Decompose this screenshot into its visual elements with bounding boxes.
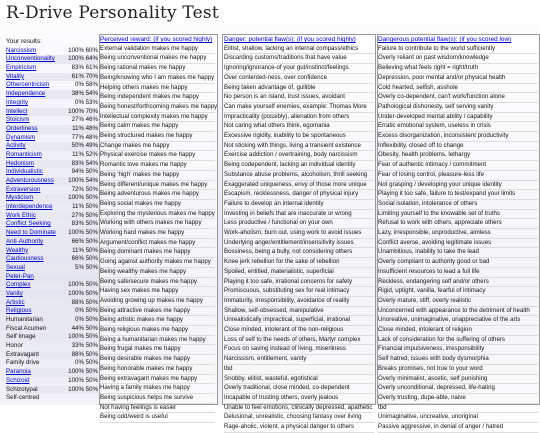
result-average: 50% [85, 168, 98, 176]
result-average: 70% [85, 72, 98, 80]
perceived-item: Working hard makes me happy [100, 229, 215, 239]
potential-item: Underlying anger/entitlement/insensitivity issues [224, 239, 374, 249]
result-average: 50% [85, 194, 98, 202]
potential-item: Work-aholism, burn out, using work to avoid issues [224, 229, 374, 239]
result-name: Self Image [6, 333, 36, 341]
perceived-item: Being honorable makes me happy [100, 365, 215, 375]
result-percent: 11% [72, 124, 84, 132]
perceived-item: Being desirable makes me happy [100, 355, 215, 365]
result-average: 50% [85, 316, 98, 323]
result-percent: 44% [71, 324, 84, 332]
result-row [6, 142, 98, 151]
perceived-item: Going against authority makes me happy [100, 258, 215, 268]
potential-item: Ignoring/ignorance-of your gut/instinct/feelings [224, 64, 374, 74]
result-name[interactable]: Vanity [6, 289, 23, 297]
result-row [6, 333, 98, 342]
result-row [6, 186, 98, 195]
result-name[interactable]: Intellect [6, 107, 28, 115]
potential-item: Unable to feel emotions, clinically depressed, apathetic [224, 404, 374, 414]
result-percent: 66% [71, 237, 84, 245]
result-name[interactable]: Sexual [6, 263, 25, 271]
perceived-item: External validation makes me happy [100, 45, 215, 55]
result-average: 60% [85, 46, 98, 54]
potential-item: Bossiness, being a bully, not considering others [224, 248, 374, 258]
result-percent: 0% [75, 359, 84, 367]
result-row [6, 134, 98, 143]
result-average: 50% [85, 211, 98, 219]
result-row [6, 55, 98, 64]
result-average: 50% [85, 324, 98, 332]
result-name[interactable]: Paranoia [6, 368, 31, 376]
low-item: Fear of losing control, pleasure-less life [378, 171, 538, 181]
result-percent: 94% [71, 168, 84, 176]
result-average: 50% [85, 229, 98, 237]
potential-list [224, 45, 374, 433]
low-item: Failure to contribute to the world sufficiently [378, 45, 538, 55]
result-average: 52% [85, 150, 98, 158]
result-percent: 100% [68, 55, 84, 63]
result-average: 70% [85, 107, 98, 115]
result-name[interactable]: Religious [6, 307, 32, 315]
result-percent: 100% [68, 177, 84, 184]
potential-item: Shallow, self-obsessed, manipulative [224, 307, 374, 317]
potential-item: Exercise addiction / overtraining, body narcissism [224, 151, 374, 161]
perceived-item: Being social makes me happy [100, 200, 215, 210]
result-average: 50% [85, 263, 98, 271]
result-percent: 100% [68, 385, 84, 393]
result-average: 48% [85, 133, 98, 141]
result-average: 61% [85, 64, 98, 72]
low-item: Not grasping / developing your unique identity [378, 181, 538, 191]
potential-item: Can make yourself enemies, example: Thomas More [224, 103, 374, 113]
perceived-item: Being honest/forthcoming makes me happy [100, 103, 215, 113]
result-row [6, 90, 98, 99]
perceived-item: Romantic love makes me happy [100, 161, 215, 171]
potential-item: Unrealistically impractical, superficial, irrational [224, 316, 374, 326]
result-name: Extravagant [6, 350, 40, 358]
low-item: Overly minimalist, ascetic, self punishing [378, 375, 538, 385]
result-average: 50% [85, 203, 98, 211]
result-percent: 100% [68, 368, 84, 376]
result-name[interactable]: Stoicism [6, 116, 30, 124]
low-item: Erratic emotional system, useless in crisis [378, 122, 538, 132]
low-item: Unconcerned with appearance to the detriment of health [378, 307, 538, 317]
potential-item: Escapism, recklessness, danger of physical injury [224, 190, 374, 200]
low-item: Refusal to work with others, appreciate others [378, 219, 538, 229]
result-name[interactable]: Schizoid [6, 376, 30, 384]
result-name[interactable]: Need to Dominate [6, 229, 56, 237]
result-percent: 100% [68, 229, 84, 237]
potential-item: Impracticality (possibly), alienation from others [224, 113, 374, 123]
potential-item: Being taken advantage of, gullible [224, 84, 374, 94]
low-item: Unoreative, unimaginative, unappreciative of the arts [378, 316, 538, 326]
result-percent: 100% [68, 281, 84, 289]
result-percent: 83% [71, 159, 84, 167]
result-row [6, 316, 98, 325]
result-percent: 5% [75, 263, 84, 271]
potential-item: Failure to develop an internal identity [224, 200, 374, 210]
low-item: Unimaginative, uncreative, unoriginal [378, 413, 538, 423]
result-name[interactable]: Peter-Pan [6, 272, 34, 280]
result-row [6, 151, 98, 160]
perceived-item: Being religious makes me happy [100, 326, 215, 336]
result-name[interactable]: Anti-Authority [6, 237, 44, 245]
perceived-item: Having a family makes me happy [100, 384, 215, 394]
perceived-item: Change makes me happy [100, 142, 215, 152]
result-name[interactable]: Empiricism [6, 64, 37, 72]
result-percent: 100% [68, 107, 84, 115]
result-percent: 77% [71, 133, 84, 141]
result-name: Self-centred [6, 394, 40, 402]
potential-item: Immaturity, irresponsibility, avoidance of reality [224, 297, 374, 307]
result-percent: 88% [71, 298, 84, 306]
results-list [6, 47, 98, 403]
low-item: Limiting yourself to the knowable set of truths [378, 210, 538, 220]
potential-item: No person is an island, trust issues, avoidant [224, 93, 374, 103]
potential-item: Incapable of trusting others, overly jealous [224, 394, 374, 404]
result-percent: 83% [71, 64, 84, 72]
result-percent: 0% [75, 316, 84, 323]
low-item: Passive aggressive, in denial of anger / hatred [378, 423, 538, 433]
result-average: 50% [85, 281, 98, 289]
result-name[interactable]: Orderliness [6, 124, 38, 132]
perceived-item: Being dominant makes me happy [100, 248, 215, 258]
result-name[interactable]: Work Ethic [6, 211, 36, 219]
result-row [6, 255, 98, 264]
result-row [6, 273, 98, 282]
result-row [6, 342, 98, 351]
low-item: Reckless, endangering self and/or others [378, 278, 538, 288]
potential-item: Playing it too safe, irrational concerns for safety [224, 278, 374, 288]
low-list [378, 45, 538, 433]
result-percent: 72% [71, 185, 84, 193]
potential-item: Being codependent, lacking an individual identity [224, 161, 374, 171]
result-average: 50% [85, 185, 98, 193]
potential-column [224, 36, 374, 433]
low-item: Overly trusting, dupe-able, naive [378, 394, 538, 404]
result-percent: 27% [71, 116, 84, 124]
result-percent: 33% [71, 342, 84, 350]
result-percent: 100% [68, 333, 84, 341]
result-row [6, 160, 98, 169]
result-row [6, 351, 98, 360]
potential-item: Exaggerated uniqueness, envy of those more unique [224, 181, 374, 191]
result-row [6, 203, 98, 212]
result-average: 50% [85, 246, 98, 254]
low-header[interactable]: Dangerous potential flaw(s): (if you scored low) [378, 36, 512, 43]
result-row [6, 73, 98, 82]
low-item: Self hatred, issues with body dysmorphia [378, 355, 538, 365]
low-item: Conflict averse, avoiding legitimate issues [378, 239, 538, 249]
perceived-item: Having sex makes me happy [100, 287, 215, 297]
result-row [6, 99, 98, 108]
potential-header[interactable]: Danger: potential flaw(s): (if you scored highly) [224, 36, 356, 43]
result-name[interactable]: Narcissism [6, 46, 37, 54]
result-name[interactable]: Cautiousness [6, 255, 44, 263]
result-name[interactable]: Extraversion [6, 185, 41, 193]
result-percent: 11% [72, 203, 84, 211]
result-row [6, 108, 98, 117]
perceived-item: Intellectual complexity makes me happy [100, 113, 215, 123]
result-average: 54% [85, 159, 98, 167]
result-average: 50% [85, 385, 98, 393]
result-row [6, 386, 98, 395]
result-row [6, 368, 98, 377]
low-column [378, 36, 538, 433]
perceived-item: Being odd/weird is useful [100, 413, 215, 423]
potential-item: Not caring what others think, egomania [224, 122, 374, 132]
result-row [6, 125, 98, 134]
perceived-item: Being extravagant makes me happy [100, 375, 215, 385]
results-column [6, 38, 98, 403]
potential-item: Delusional, unrealistic, choosing fantasy over living [224, 413, 374, 423]
result-name[interactable]: Integrity [6, 98, 29, 106]
result-name[interactable]: Othercentricism [6, 81, 50, 89]
result-percent: 88% [71, 350, 84, 358]
result-row [6, 116, 98, 125]
potential-item: tbd [224, 365, 374, 375]
perceived-header[interactable]: Perceived reward: (if you scored highly) [100, 36, 213, 43]
low-item: Obesity, health problems, lethargy [378, 151, 538, 161]
result-average: 50% [85, 350, 98, 358]
low-item: Depression, poor mental and/or physical health [378, 74, 538, 84]
result-name[interactable]: Mysticism [6, 194, 34, 202]
result-row [6, 394, 98, 403]
perceived-item: Argument/conflict makes me happy [100, 239, 215, 249]
result-name[interactable]: Complex [6, 281, 31, 289]
low-item: Believing what feels right = right/truth [378, 64, 538, 74]
results-header: Your results: [6, 38, 42, 45]
result-percent: 66% [71, 255, 84, 263]
result-average: 54% [85, 177, 98, 184]
result-average: 50% [85, 289, 98, 297]
low-item: Lazy, irresponsible, unproductive, aimless [378, 229, 538, 239]
result-average: 64% [85, 55, 98, 63]
result-average: 50% [85, 342, 98, 350]
result-row [6, 177, 98, 186]
result-name[interactable]: Adventurousness [6, 177, 54, 184]
low-item: Insufficient resources to lead a full life [378, 268, 538, 278]
result-average: 49% [85, 142, 98, 150]
result-row [6, 220, 98, 229]
potential-item: Elitist, shallow, lacking an internal compass/ethics [224, 45, 374, 55]
result-average: 54% [85, 90, 98, 98]
result-row [6, 194, 98, 203]
low-item: Under-developed mental ability / capability [378, 113, 538, 123]
result-name[interactable]: Individualistic [6, 168, 43, 176]
page-title: R-Drive Personality Test [6, 3, 219, 23]
potential-item: Substance abuse problems, alcoholism, thrill seeking [224, 171, 374, 181]
result-name: Family drive [6, 359, 40, 367]
result-percent: 38% [71, 90, 84, 98]
result-name[interactable]: Vitality [6, 72, 25, 80]
result-average: 50% [85, 220, 98, 228]
result-name: Schizotypal [6, 385, 38, 393]
result-percent: 100% [68, 376, 84, 384]
perceived-item: Being adventurous makes me happy [100, 190, 215, 200]
result-row [6, 325, 98, 334]
result-average: 50% [85, 237, 98, 245]
potential-item: Excessive rigidity, inability to be spontaneous [224, 132, 374, 142]
perceived-item: Avoiding growing up makes me happy [100, 297, 215, 307]
result-name: Fiscal Acumen [6, 324, 47, 332]
perceived-item: Working with others makes me happy [100, 219, 215, 229]
low-item: Financial impulsiveness, irresponsibility [378, 345, 538, 355]
result-row [6, 264, 98, 273]
low-item: Lack of consideration for the suffering of others [378, 336, 538, 346]
result-row [6, 281, 98, 290]
result-average: 50% [85, 255, 98, 263]
result-name[interactable]: Activity [6, 142, 26, 150]
low-item: Unambitious, inability to take the lead [378, 248, 538, 258]
perceived-item: Being 'high' makes me happy [100, 171, 215, 181]
result-row [6, 290, 98, 299]
potential-item: Rage-aholic, violent, a physical danger to others [224, 423, 374, 433]
result-name[interactable]: Hedonism [6, 159, 34, 167]
potential-item: Not sticking with things, living a transient existence [224, 142, 374, 152]
potential-item: Promiscuous, substituting sex for real intimacy [224, 287, 374, 297]
low-item: Close minded, intolerant of religion [378, 326, 538, 336]
potential-item: Over contented-ness, over confidence [224, 74, 374, 84]
result-name[interactable]: Artistic [6, 298, 25, 306]
result-name: Humanitarian [6, 316, 43, 323]
result-name[interactable]: Wealthy [6, 246, 29, 254]
low-item: Breaks promises, not true to your word [378, 365, 538, 375]
potential-item: Snobby, elitist, wasteful, egotistical [224, 375, 374, 385]
result-percent: 0% [75, 307, 84, 315]
result-percent: 61% [71, 72, 84, 80]
low-item: Overly reliant on past wisdom/knowledge [378, 54, 538, 64]
result-row [6, 307, 98, 316]
low-item: tbd [378, 404, 538, 414]
result-name[interactable]: Dynamism [6, 133, 36, 141]
result-row [6, 81, 98, 90]
low-item: Pathological dishonesty, self serving vanity [378, 103, 538, 113]
perceived-item: Being a humanitarian makes me happy [100, 336, 215, 346]
low-item: Overly unconditional, depressed, life-hating [378, 384, 538, 394]
potential-item: Focus on saving instead of living, miserliness [224, 345, 374, 355]
potential-item: Narcissism, entitlement, vanity [224, 355, 374, 365]
result-row [6, 64, 98, 73]
result-average: 50% [85, 298, 98, 306]
potential-item: Overly traditional, close minded, co-dependent [224, 384, 374, 394]
perceived-item: Being/knowing who I am makes me happy [100, 74, 215, 84]
low-item: Overly mature, stiff, overly realistic [378, 297, 538, 307]
result-percent: 11% [72, 150, 84, 158]
result-average: 53% [85, 98, 98, 106]
result-percent: 0% [75, 98, 84, 106]
result-row [6, 359, 98, 368]
low-item: Overly compliant to authority good or bad [378, 258, 538, 268]
result-name[interactable]: Interdependence [6, 203, 53, 211]
result-average: 58% [85, 81, 98, 89]
perceived-column [100, 36, 218, 423]
potential-item: Knee jerk rebellion for the sake of rebellion [224, 258, 374, 268]
perceived-item: Being safe/secure makes me happy [100, 278, 215, 288]
perceived-item: Being calm makes me happy [100, 122, 215, 132]
result-average: 50% [85, 307, 98, 315]
potential-item: Discarding customs/traditions that have value [224, 54, 374, 64]
result-percent: 11% [72, 246, 84, 254]
perceived-item: Being wealthy makes me happy [100, 268, 215, 278]
result-row [6, 47, 98, 56]
low-item: Inflexibility, closed off to change [378, 142, 538, 152]
result-row [6, 247, 98, 256]
result-percent: 50% [71, 142, 84, 150]
potential-item: Investing in beliefs that are inaccurate or wrong [224, 210, 374, 220]
result-average: 46% [85, 116, 98, 124]
potential-item: Close minded, intolerant of the non-religious [224, 326, 374, 336]
result-percent: 27% [71, 211, 84, 219]
low-item: Fear of authentic intimacy / commitment [378, 161, 538, 171]
perceived-item: Physical exercise makes me happy [100, 151, 215, 161]
low-item: Cold hearted, selfish, asshole [378, 84, 538, 94]
result-average: 50% [85, 359, 98, 367]
potential-item: Spoiled, entitled, materialistic, superficial [224, 268, 374, 278]
perceived-item: Being artistic makes me happy [100, 316, 215, 326]
result-percent: 100% [68, 194, 84, 202]
result-average: 50% [85, 368, 98, 376]
result-percent: 100% [68, 289, 84, 297]
low-item: Rigid, uptight, vanilla, fearful of intimacy [378, 287, 538, 297]
perceived-item: Being frugal makes me happy [100, 345, 215, 355]
perceived-item: Being different/unique makes me happy [100, 181, 215, 191]
result-average: 50% [85, 376, 98, 384]
perceived-item: Being independent makes me happy [100, 93, 215, 103]
perceived-item: Being rational makes me happy [100, 64, 215, 74]
low-item: Social isolation, intolerance of others [378, 200, 538, 210]
result-name[interactable]: Unconventionality [6, 55, 55, 63]
result-name: Honor [6, 342, 23, 350]
perceived-item: Being suspicious helps me survive [100, 394, 215, 404]
result-row [6, 229, 98, 238]
result-row [6, 377, 98, 386]
perceived-item: Being unconventional makes me happy [100, 54, 215, 64]
result-name[interactable]: Independence [6, 90, 46, 98]
result-row [6, 299, 98, 308]
result-average: 50% [85, 333, 98, 341]
perceived-item: Being attractive makes me happy [100, 307, 215, 317]
low-item: Overly co-dependent, can't work/function alone [378, 93, 538, 103]
result-percent: 100% [68, 46, 84, 54]
result-row [6, 168, 98, 177]
result-average: 48% [85, 124, 98, 132]
result-row [6, 238, 98, 247]
result-percent: 0% [75, 81, 84, 89]
perceived-item: Being structured makes me happy [100, 132, 215, 142]
result-row [6, 212, 98, 221]
result-name[interactable]: Romanticism [6, 150, 42, 158]
perceived-item: Not having feelings is easier [100, 404, 215, 414]
potential-item: Less productive / functional on your own [224, 219, 374, 229]
potential-item: Loss of self to the needs of others, Martyr complex [224, 336, 374, 346]
low-item: Excess disorganization, inconsistent productivity [378, 132, 538, 142]
result-percent: 83% [71, 220, 84, 228]
perceived-item: Helping others makes me happy [100, 84, 215, 94]
result-name[interactable]: Conflict Seeking [6, 220, 51, 228]
perceived-item: Exploring the mysterious makes me happy [100, 210, 215, 220]
low-item: Playing it too safe, failure to test/expand your limits [378, 190, 538, 200]
perceived-list [100, 44, 218, 423]
